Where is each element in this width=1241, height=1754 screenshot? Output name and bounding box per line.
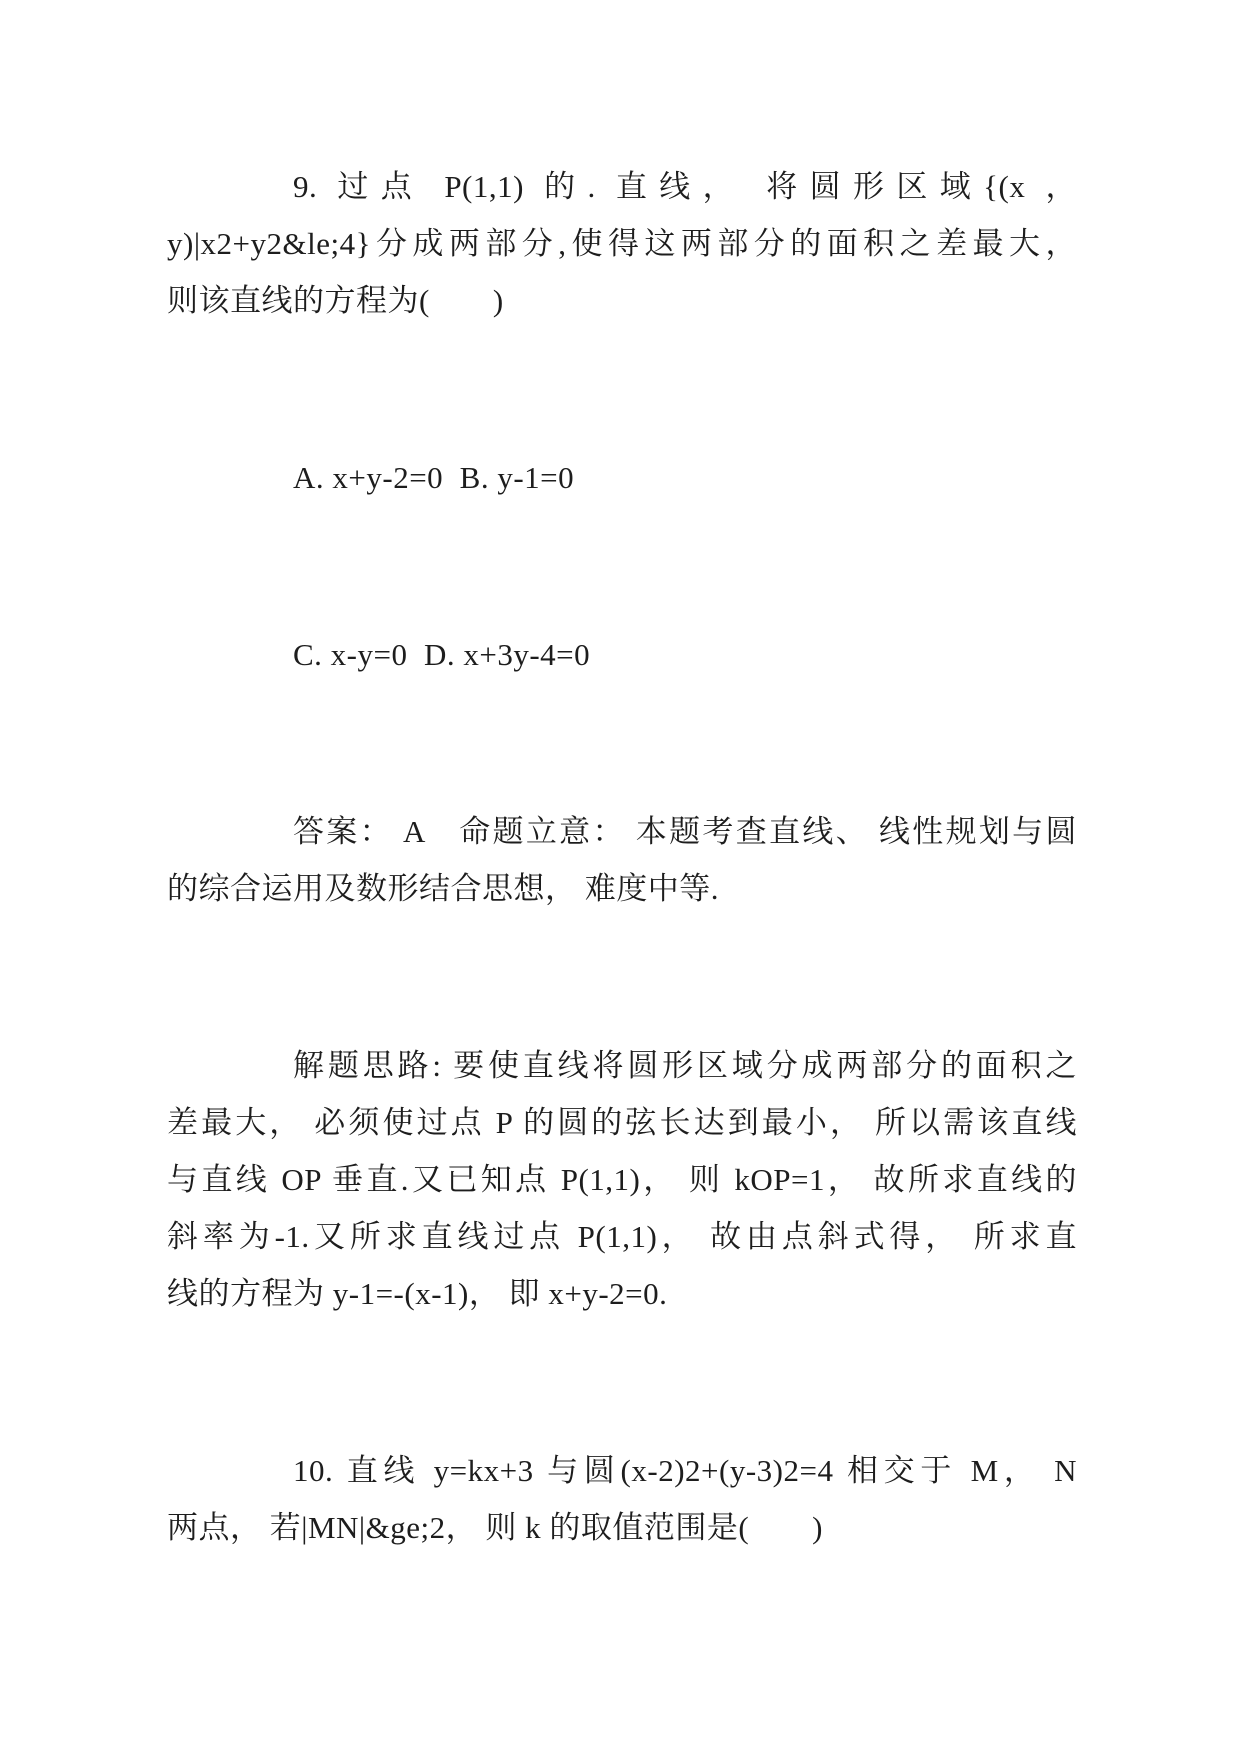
question-10-line-2: 两点， 若|MN|&ge;2， 则 k 的取值范围是( ) (167, 1510, 823, 1545)
solution-line-4: 斜率为-1.又所求直线过点 P(1,1)， 故由点斜式得， 所求直 (167, 1219, 1077, 1254)
solution-line-1: 解题思路: 要使直线将圆形区域分成两部分的面积之 (293, 1048, 1077, 1083)
question-9-solution (167, 1037, 1077, 1322)
answer-line-1: 答案： A 命题立意： 本题考查直线、 线性规划与圆 (293, 814, 1077, 849)
document-page (167, 158, 1077, 1676)
question-9-line-1: 9. 过点 P(1,1) 的. 直线， 将圆形区域{(x ， (293, 169, 1077, 204)
question-9-line-3: 则该直线的方程为( ) (167, 283, 504, 318)
question-9 (167, 158, 1077, 329)
answer-line-2: 的综合运用及数形结合思想， 难度中等. (167, 871, 719, 906)
question-9-line-2: y)|x2+y2&le;4}分成两部分,使得这两部分的面积之差最大， (167, 226, 1077, 261)
question-10 (167, 1442, 1077, 1556)
question-9-answer (167, 803, 1077, 917)
option-c-d-line: C. x-y=0 D. x+3y-4=0 (293, 637, 591, 672)
solution-line-5: 线的方程为 y-1=-(x-1)， 即 x+y-2=0. (167, 1276, 668, 1311)
solution-line-2: 差最大， 必须使过点 P 的圆的弦长达到最小， 所以需该直线 (167, 1105, 1077, 1140)
option-a-b-line: A. x+y-2=0 B. y-1=0 (293, 460, 575, 495)
question-10-line-1: 10. 直线 y=kx+3 与圆(x-2)2+(y-3)2=4 相交于 M， N (293, 1453, 1077, 1488)
solution-line-3: 与直线 OP 垂直.又已知点 P(1,1)， 则 kOP=1， 故所求直线的 (167, 1162, 1077, 1197)
question-9-options-cd (167, 626, 1077, 683)
question-9-options-ab (167, 449, 1077, 506)
